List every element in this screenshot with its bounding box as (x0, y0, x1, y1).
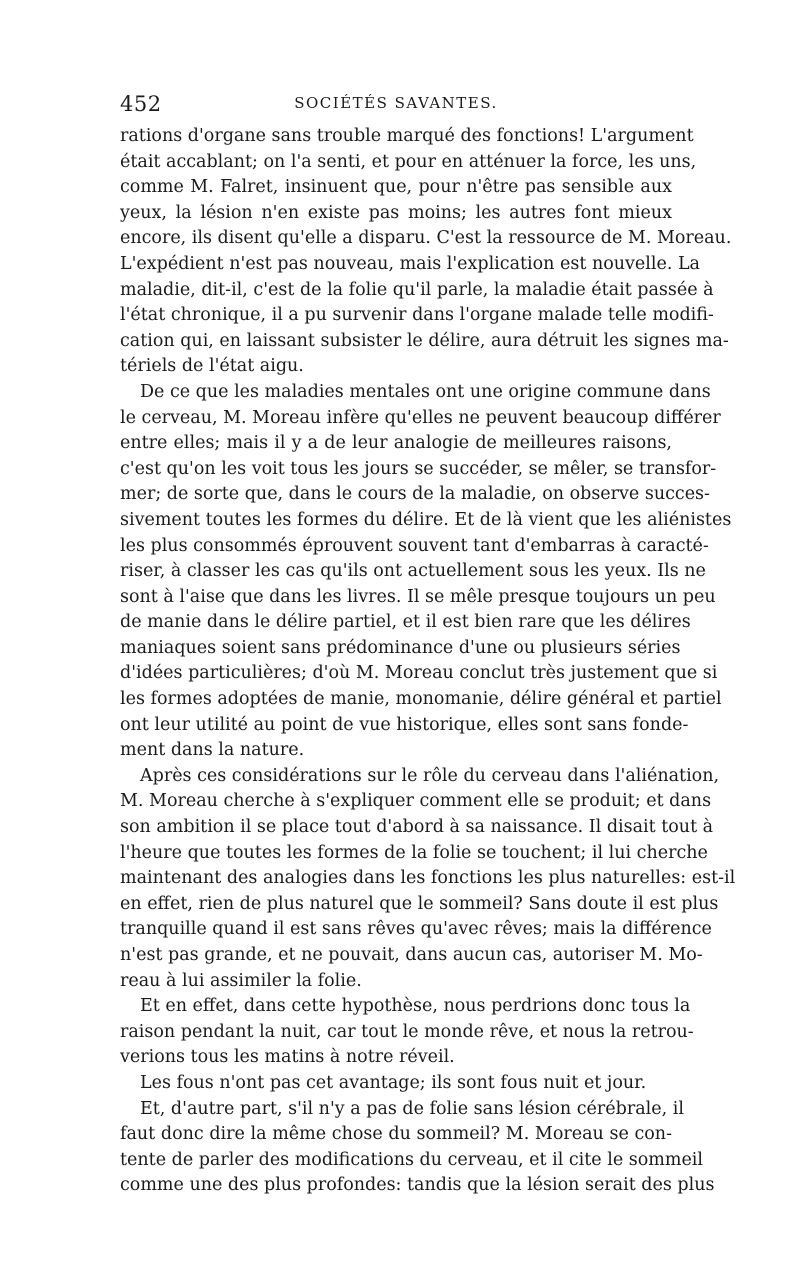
text-line: tente de parler des modifications du cerveau, et il cite le sommeil (120, 1149, 703, 1170)
text-line: maladie, dit-il, c'est de la folie qu'il parle, la maladie était passée à (120, 279, 714, 300)
text-line: n'est pas grande, et ne pouvait, dans aucun cas, autoriser M. Mo- (120, 945, 703, 965)
text-line: de manie dans le délire partiel, et il est bien rare que les délires (120, 612, 691, 633)
paragraph-first-line: De ce que les maladies mentales ont une origine commune dans (140, 381, 711, 402)
text-line: d'idées particulières; d'où M. Moreau conclut très justement que si (120, 663, 718, 684)
text-line: maniaques soient sans prédominance d'une ou plusieurs séries (120, 637, 681, 658)
text-line: le cerveau, M. Moreau infère qu'elles ne peuvent beaucoup différer (120, 407, 721, 428)
text-line: yeux, la lésion n'en existe pas moins; les autres font mieux (120, 202, 672, 223)
text-line: en effet, rien de plus naturel que le sommeil? Sans doute il est plus (120, 893, 719, 914)
text-line: tranquille quand il est sans rêves qu'avec rêves; mais la différence (120, 919, 712, 940)
text-line: comme une des plus profondes: tandis que la lésion serait des plus (120, 1175, 715, 1196)
text-line: maintenant des analogies dans les fonctions les plus naturelles: est-il (120, 868, 736, 889)
text-line: faut donc dire la même chose du sommeil? M. Moreau se con- (120, 1124, 672, 1145)
text-line: L'expédient n'est pas nouveau, mais l'explication est nouvelle. La (120, 253, 700, 274)
text-line: c'est qu'on les voit tous les jours se succéder, se mêler, se transfor- (120, 458, 717, 479)
running-title: SOCIÉTÉS SAVANTES. (294, 94, 498, 112)
paragraph-first-line: Et, d'autre part, s'il n'y a pas de folie sans lésion cérébrale, il (140, 1098, 684, 1119)
page-header (120, 92, 672, 120)
text-line: était accablant; on l'a senti, et pour en atténuer la force, les uns, (120, 151, 697, 172)
text-line: comme M. Falret, insinuent que, pour n'être pas sensible aux (120, 177, 672, 198)
page-number: 452 (120, 92, 162, 116)
text-line: mer; de sorte que, dans le cours de la maladie, on observe succes- (120, 484, 710, 505)
text-line: ont leur utilité au point de vue historique, elles sont sans fonde- (120, 714, 689, 735)
text-line: raison pendant la nuit, car tout le monde rêve, et nous la retrou- (120, 1021, 694, 1042)
paragraph-first-line: Et en effet, dans cette hypothèse, nous perdrions donc tous la (140, 996, 691, 1017)
text-line: son ambition il se place tout d'abord à sa naissance. Il disait tout à (120, 817, 714, 838)
text-line: encore, ils disent qu'elle a disparu. C'est la ressource de M. Moreau. (120, 228, 732, 249)
text-line: tériels de l'état aigu. (120, 356, 304, 377)
text-line: l'état chronique, il a pu survenir dans l'organe malade telle modifi- (120, 305, 714, 326)
text-line: rations d'organe sans trouble marqué des fonctions! L'argument (120, 126, 694, 146)
text-line: l'heure que toutes les formes de la folie se touchent; il lui cherche (120, 842, 708, 863)
paragraph-first-line: Les fous n'ont pas cet avantage; ils sont fous nuit et jour. (140, 1072, 647, 1093)
text-line: riser, à classer les cas qu'ils ont actuellement sous les yeux. Ils ne (120, 561, 706, 582)
text-line: reau à lui assimiler la folie. (120, 970, 362, 991)
text-line: les formes adoptées de manie, monomanie, délire général et partiel (120, 689, 722, 710)
text-line: cation qui, en laissant subsister le délire, aura détruit les signes ma- (120, 330, 729, 351)
paragraph-first-line: Après ces considérations sur le rôle du cerveau dans l'aliénation, (140, 765, 720, 786)
body-text (120, 124, 736, 1199)
text-line: les plus consommés éprouvent souvent tant d'embarras à caracté- (120, 535, 709, 556)
text-line: entre elles; mais il y a de leur analogie de meilleures raisons, (120, 433, 672, 454)
text-line: sont à l'aise que dans les livres. Il se mêle presque toujours un peu (120, 586, 716, 607)
text-line: sivement toutes les formes du délire. Et de là vient que les aliénistes (120, 509, 732, 530)
text-line: ment dans la nature. (120, 740, 305, 761)
text-line: M. Moreau cherche à s'expliquer comment elle se produit; et dans (120, 791, 712, 812)
text-line: verions tous les matins à notre réveil. (120, 1047, 455, 1068)
